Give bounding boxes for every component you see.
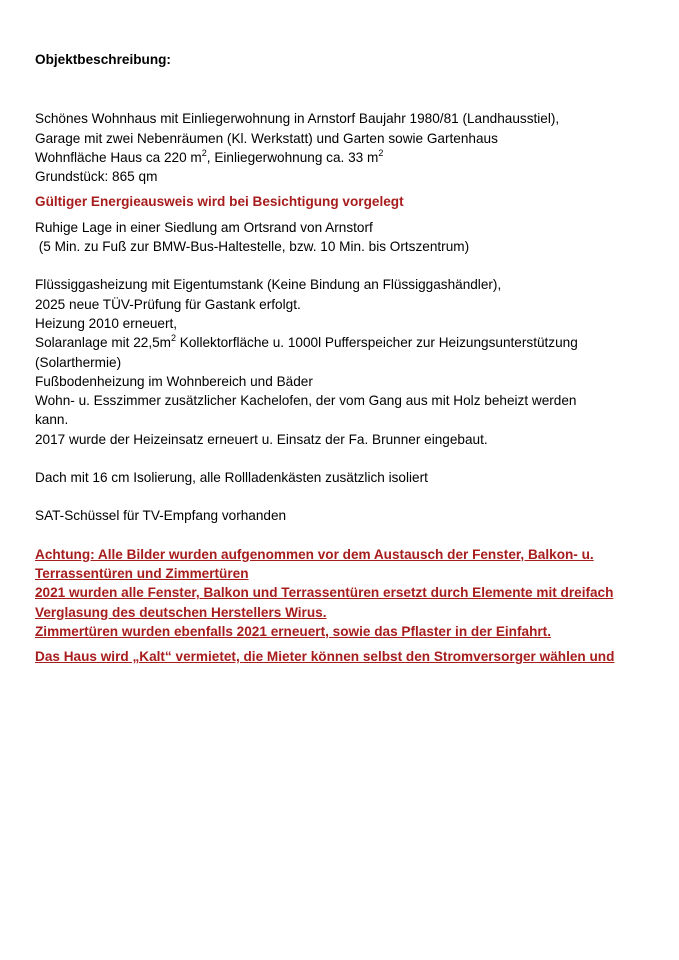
attention-section bbox=[35, 545, 655, 641]
solar-text-a: Solaranlage mit 22,5m bbox=[35, 335, 172, 351]
heating-line-8: kann. bbox=[35, 412, 69, 428]
granny-flat-area-text: , Einliegerwohnung ca. 33 m bbox=[206, 149, 379, 165]
square-superscript: 2 bbox=[201, 147, 207, 158]
intro-line-3 bbox=[35, 148, 655, 167]
heating-line-5: (Solarthermie) bbox=[35, 354, 122, 370]
solar-text-b: Kollektorfläche u. 1000l Pufferspeicher zur Heizungsunterstützung bbox=[176, 335, 578, 351]
intro-line-4: Grundstück: 865 qm bbox=[35, 169, 158, 185]
energy-notice-section bbox=[35, 192, 655, 211]
attention-line-5: Zimmertüren wurden ebenfalls 2021 erneuert, sowie das Pflaster in der Einfahrt. bbox=[35, 623, 551, 639]
heating-line-7: Wohn- u. Esszimmer zusätzlicher Kachelofen, der vom Gang aus mit Holz beheizt werden bbox=[35, 393, 577, 409]
roof-text: Dach mit 16 cm Isolierung, alle Rollladenkästen zusätzlich isoliert bbox=[35, 470, 428, 486]
roof-section bbox=[35, 468, 655, 487]
heating-line-3: Heizung 2010 erneuert, bbox=[35, 315, 178, 331]
sat-section bbox=[35, 506, 655, 525]
location-line-1: Ruhige Lage in einer Siedlung am Ortsrand von Arnstorf bbox=[35, 219, 373, 235]
intro-section bbox=[35, 109, 655, 186]
heating-section bbox=[35, 275, 655, 449]
square-superscript: 2 bbox=[171, 333, 177, 344]
heating-line-6: Fußbodenheizung im Wohnbereich und Bäder bbox=[35, 373, 313, 389]
sat-text: SAT-Schüssel für TV-Empfang vorhanden bbox=[35, 508, 287, 524]
attention-line-3: 2021 wurden alle Fenster, Balkon und Terrassentüren ersetzt durch Elemente mit dreifach bbox=[35, 585, 614, 601]
location-section bbox=[35, 218, 655, 257]
intro-line-1: Schönes Wohnhaus mit Einliegerwohnung in Arnstorf Baujahr 1980/81 (Landhausstiel), bbox=[35, 111, 560, 127]
location-line-2: (5 Min. zu Fuß zur BMW-Bus-Haltestelle, bzw. 10 Min. bis Ortszentrum) bbox=[35, 239, 470, 255]
heating-line-2: 2025 neue TÜV-Prüfung für Gastank erfolgt. bbox=[35, 296, 301, 312]
rent-notice-section bbox=[35, 647, 655, 666]
heating-line-9: 2017 wurde der Heizeinsatz erneuert u. Einsatz der Fa. Brunner eingebaut. bbox=[35, 431, 488, 447]
attention-line-1: Achtung: Alle Bilder wurden aufgenommen vor dem Austausch der Fenster, Balkon- u. bbox=[35, 546, 594, 562]
attention-line-4: Verglasung des deutschen Herstellers Wirus. bbox=[35, 604, 327, 620]
document-page bbox=[35, 50, 655, 666]
intro-line-2: Garage mit zwei Nebenräumen (Kl. Werkstatt) und Garten sowie Gartenhaus bbox=[35, 130, 498, 146]
attention-line-2: Terrassentüren und Zimmertüren bbox=[35, 565, 249, 581]
energy-notice: Gültiger Energieausweis wird bei Besichtigung vorgelegt bbox=[35, 194, 404, 210]
living-area-text: Wohnfläche Haus ca 220 m bbox=[35, 149, 202, 165]
rent-notice: Das Haus wird „Kalt“ vermietet, die Mieter können selbst den Stromversorger wählen und bbox=[35, 649, 615, 665]
heating-line-1: Flüssiggasheizung mit Eigentumstank (Keine Bindung an Flüssiggashändler), bbox=[35, 277, 502, 293]
document-title: Objektbeschreibung: bbox=[35, 52, 171, 67]
heating-line-4 bbox=[35, 333, 655, 352]
square-superscript: 2 bbox=[378, 147, 384, 158]
